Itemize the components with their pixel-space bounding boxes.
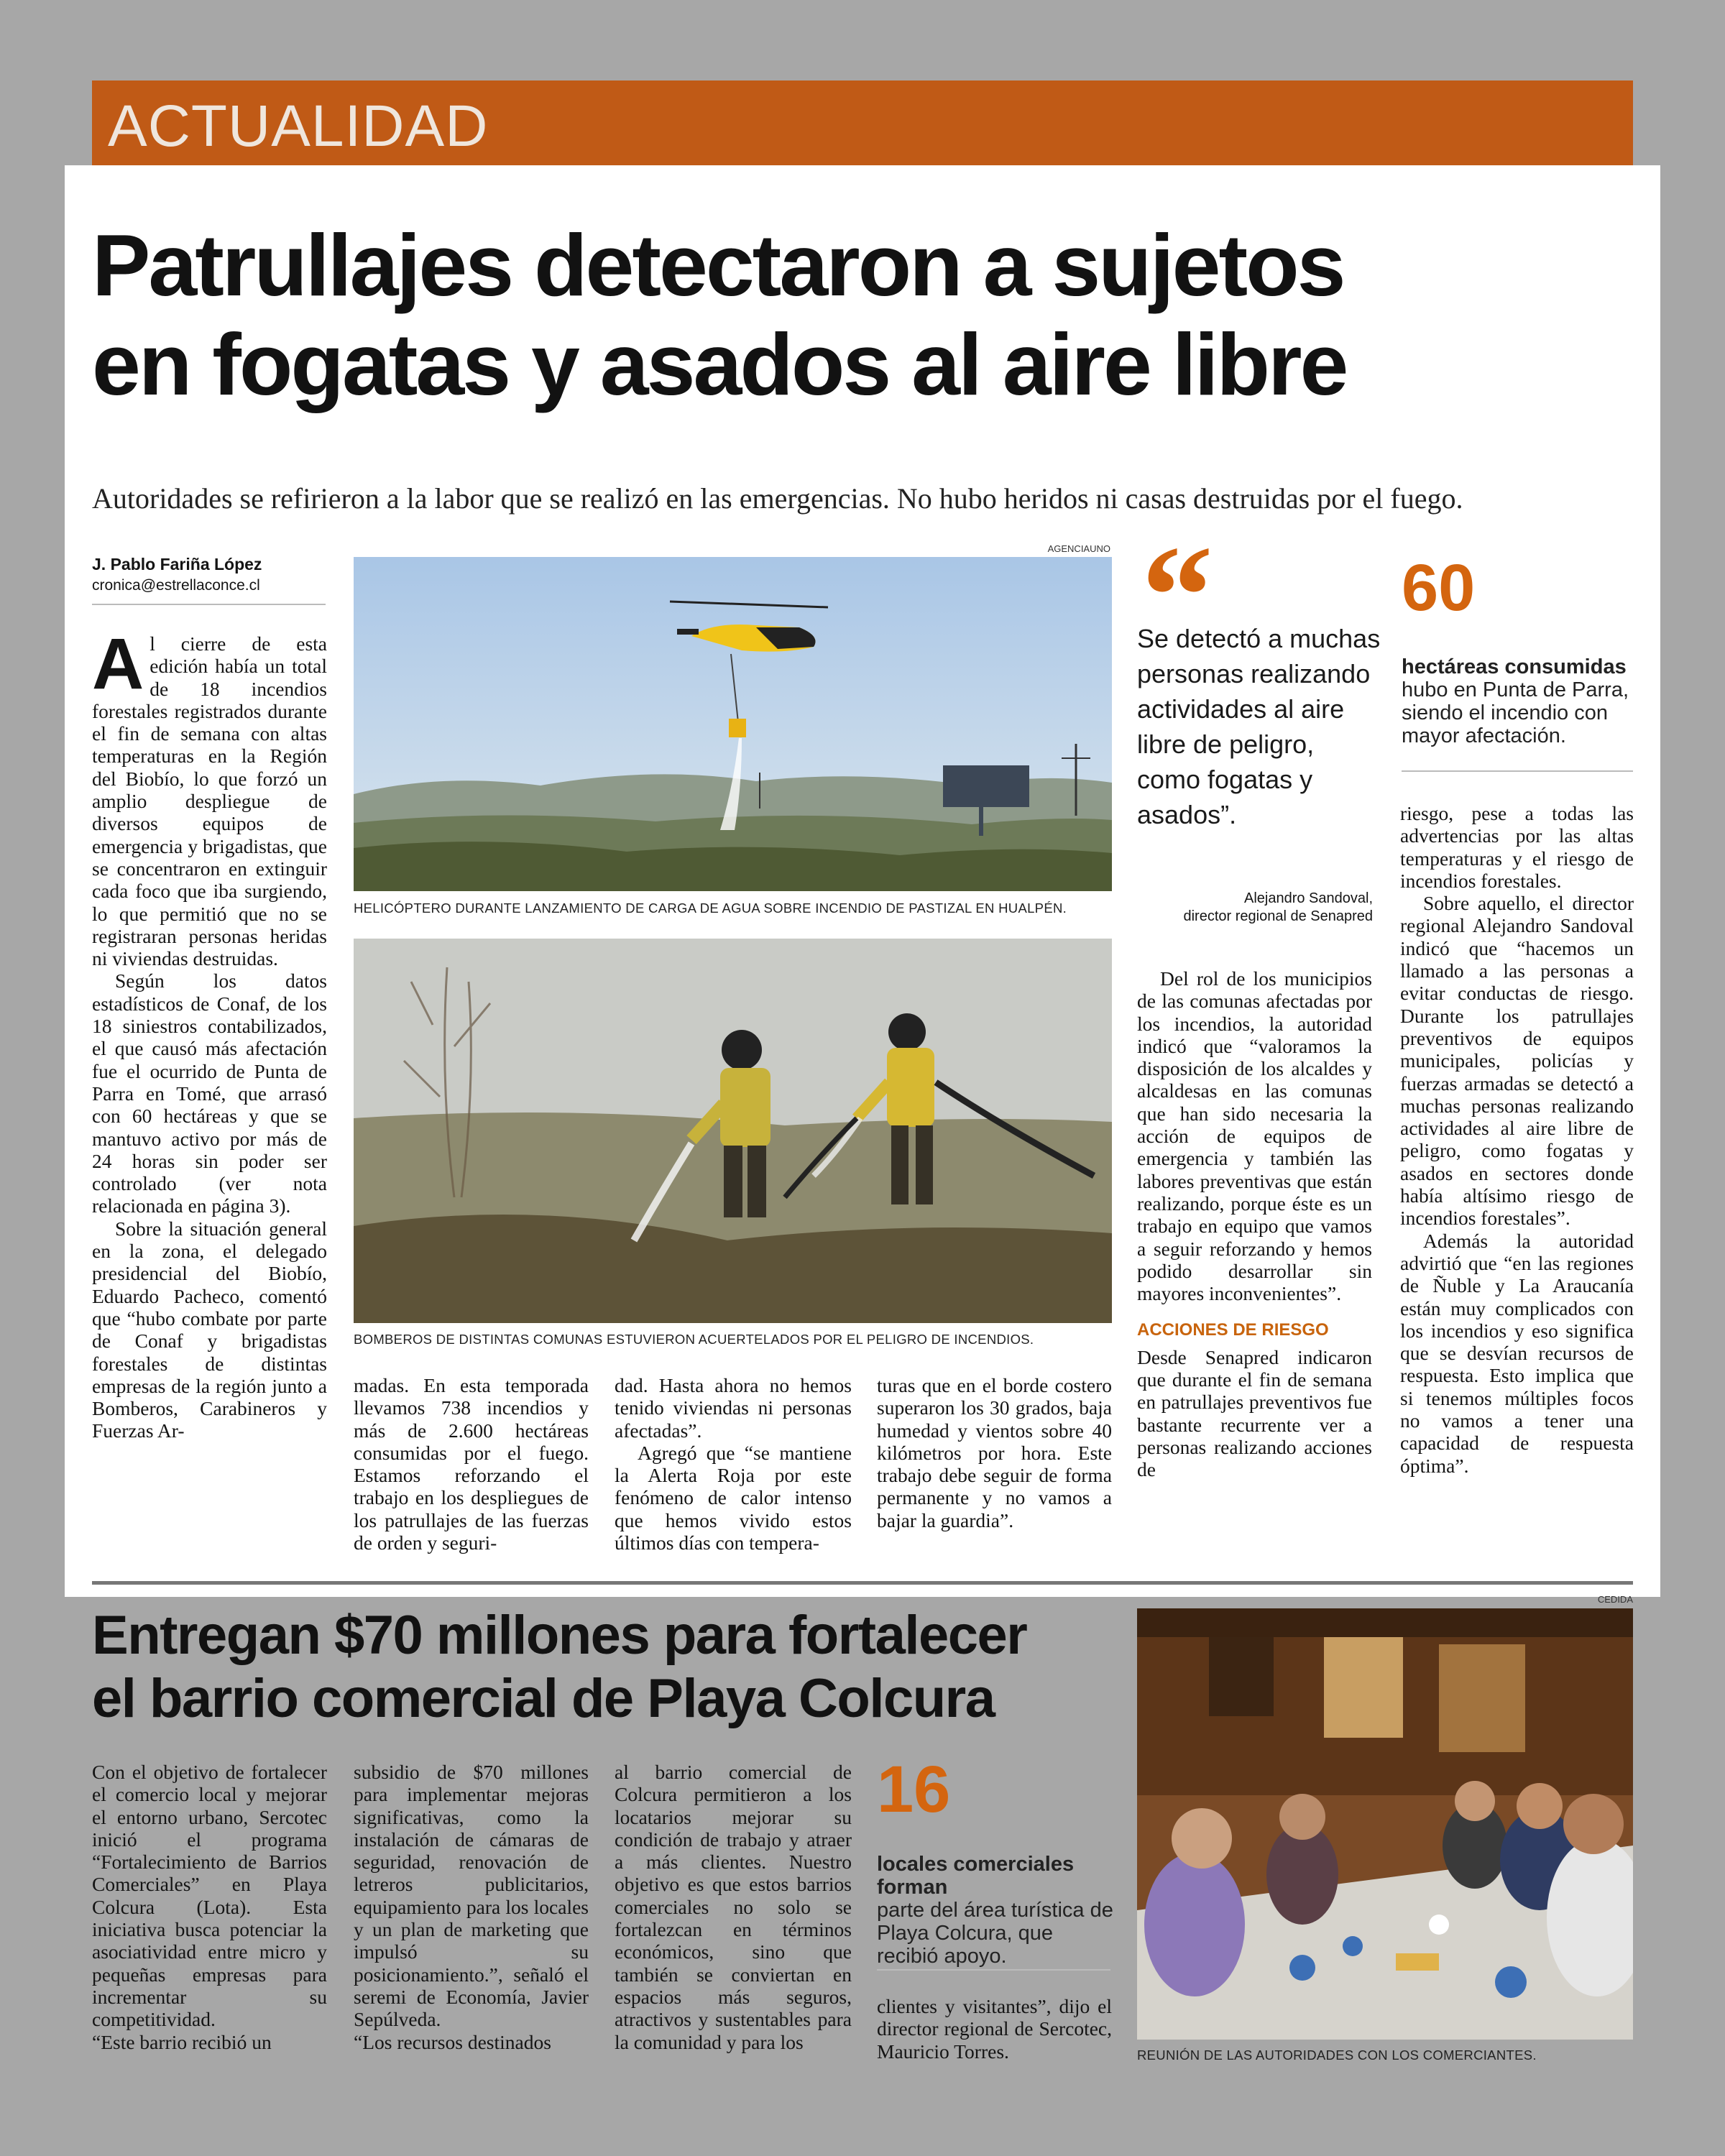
paragraph: “Este barrio recibió un: [92, 2030, 272, 2053]
article-column-6: [1400, 802, 1634, 1477]
article2-column-3: [615, 1761, 852, 2053]
stat-rest: parte del área turística de Playa Colcura, que recibió apoyo.: [877, 1899, 1113, 1968]
stat-bold: locales comerciales forman: [877, 1853, 1075, 1899]
byline-email: cronica@estrellaconce.cl: [92, 577, 260, 594]
divider: [877, 1969, 1110, 1971]
article-column-4: [877, 1374, 1112, 1531]
article2-headline-line-2: el barrio comercial de Playa Colcura: [92, 1668, 995, 1729]
pull-quote: Se detectó a muchas personas realizando actividades al aire libre de peligro, como fogatas y asados”.: [1137, 624, 1381, 829]
quote-author: Alejandro Sandoval,: [1243, 890, 1373, 906]
divider: [92, 604, 326, 605]
deck: Autoridades se refirieron a la labor que se realizó en las emergencias. No hubo heridos ni casas destruidas por el fuego.: [92, 482, 1463, 515]
paragraph: Del rol de los municipios de las comunas afectadas por los incendios, la autoridad indicó que “valoramos la disposición de los alcaldes y alcaldesas en las comunas que han sido necesaria la acción de equipos de emergencia y también las labores preventivas que están realizando, porque éste es un trabajo en equipo que vamos a seguir reforzando y hemos podido desarrollar sin mayores inconvenientes”.: [1137, 967, 1372, 1305]
quote-mark-icon: “: [1141, 517, 1213, 676]
photo-caption: REUNIÓN DE LAS AUTORIDADES CON LOS COMERCIANTES.: [1137, 2047, 1537, 2063]
article2-column-2: [354, 1761, 589, 2053]
paragraph: Según los datos estadísticos de Conaf, de los 18 siniestros contabilizados, el que causó más afectación fue el ocurrido de Punta de Parra en Tomé, que arrasó con 60 hectáreas y que se mantuvo activo por más de 24 horas sin poder ser controlado (ver nota relacionada en página 3).: [92, 969, 327, 1217]
paragraph: subsidio de $70 millones para implementar mejoras significativas, como la instalación de cámaras de seguridad, renovación de letreros publicitarios, equipamiento para los locales y un plan de marketing que impulsó su posicionamiento.”, señaló el seremi de Economía, Javier Sepúlveda.: [354, 1761, 589, 2031]
stat-description: [1402, 655, 1632, 747]
photo-credit: AGENCIAUNO: [1047, 543, 1110, 554]
paragraph: madas. En esta temporada llevamos 738 incendios y más de 2.600 hectáreas consumidas por el fuego. Estamos reforzando el trabajo en los despliegues de los patrullajes de las fuerzas de orden y seguri-: [354, 1374, 589, 1554]
photo-caption: HELICÓPTERO DURANTE LANZAMIENTO DE CARGA DE AGUA SOBRE INCENDIO DE PASTIZAL EN HUALPÉN.: [354, 900, 1067, 916]
photo-caption: BOMBEROS DE DISTINTAS COMUNAS ESTUVIERON ACUERTELADOS POR EL PELIGRO DE INCENDIOS.: [354, 1332, 1034, 1347]
subhead: ACCIONES DE RIESGO: [1137, 1320, 1329, 1340]
article-column-5: [1137, 967, 1372, 1481]
article-column-1: [92, 624, 327, 1442]
stat-number: 60: [1402, 551, 1476, 625]
paragraph: Sobre aquello, el director regional Alejandro Sandoval indicó que “hacemos un llamado a las personas a evitar conductas de riesgo. Durante los patrullajes preventivos de equipos municipales, policías y fuerzas armadas se detectó a muchas personas realizando actividades al aire libre de peligro, como fogatas y asados en sectores donde había altísimo riesgo de incendios forestales”.: [1400, 892, 1634, 1230]
paragraph: riesgo, pese a todas las advertencias por las altas temperaturas y el riesgo de incendios forestales.: [1400, 802, 1634, 892]
quote-role: director regional de Senapred: [1183, 908, 1373, 924]
divider: [1402, 770, 1633, 772]
firefighters-photo: [354, 939, 1112, 1323]
stat-rest: hubo en Punta de Parra, siendo el incendio con mayor afectación.: [1402, 678, 1629, 747]
article2-column-4: [877, 1995, 1112, 2063]
stat-bold: hectáreas consumidas: [1402, 655, 1627, 678]
paragraph: Agregó que “se mantiene la Alerta Roja por este fenómeno de calor intenso que hemos vivido estos últimos días con tempera-: [615, 1441, 852, 1554]
paragraph: al barrio comercial de Colcura permitieron a los locatarios mejorar su condición de trabajo y atraer a más clientes. Nuestro objetivo es que estos barrios comerciales no solo se fortalezcan en términos económicos, sino que también se conviertan en espacios más seguros, atractivos y sustentables para la comunidad y para los: [615, 1761, 852, 2053]
headline-line-2: en fogatas y asados al aire libre: [92, 315, 1347, 413]
meeting-photo-image: [1137, 1608, 1633, 2040]
stat-number: 16: [877, 1753, 951, 1826]
article-column-2: [354, 1374, 589, 1554]
helicopter-photo-image: [354, 557, 1112, 891]
article-divider: [92, 1581, 1633, 1585]
paragraph: Sobre la situación general en la zona, el delegado presidencial del Biobío, Eduardo Pacheco, comentó que “hubo combate por parte de Conaf y brigadistas forestales de distintas empresas de la región junto a Bomberos, Carabineros y Fuerzas Ar-: [92, 1217, 327, 1442]
paragraph: Desde Senapred indicaron que durante el fin de semana en patrullajes preventivos fue bastante recurrente ver a personas realizando acciones de: [1137, 1345, 1372, 1481]
byline: [92, 553, 329, 596]
paragraph: “Los recursos destinados: [354, 2030, 551, 2053]
meeting-photo: [1137, 1608, 1633, 2040]
headline: [92, 216, 1637, 414]
quote-attribution: [1078, 890, 1373, 926]
section-label: ACTUALIDAD: [108, 93, 489, 159]
paragraph: Con el objetivo de fortalecer el comercio local y mejorar el entorno urbano, Sercotec inició el programa “Fortalecimiento de Barrios Comerciales” en Playa Colcura (Lota). Esta iniciativa busca potenciar la asociatividad entre micro y pequeñas empresas para incrementar su competitividad.: [92, 1761, 327, 2031]
byline-author: J. Pablo Fariña López: [92, 555, 262, 573]
firefighters-photo-image: [354, 939, 1112, 1323]
paragraph: Además la autoridad advirtió que “en las regiones de Ñuble y La Araucanía están muy complicados con los incendios y eso significa que se desvían recursos de respuesta. Esto implica que si tenemos múltiples focos no vamos a tener una capacidad de respuesta óptima”.: [1400, 1229, 1634, 1477]
paragraph: l cierre de esta edición había un total de 18 incendios forestales registrados durante el fin de semana con altas temperaturas en la Región del Biobío, lo que forzó un amplio despliegue de diversos equipos de emergencia y brigadistas, que se concentraron en extinguir cada foco que iba surgiendo, lo que permitió que no se registraran personas heridas ni viviendas destruidas.: [92, 632, 327, 970]
paragraph: dad. Hasta ahora no hemos tenido viviendas ni personas afectadas”.: [615, 1374, 852, 1442]
drop-cap: A: [92, 624, 144, 704]
article2-headline-line-1: Entregan $70 millones para fortalecer: [92, 1605, 1027, 1666]
helicopter-photo: [354, 557, 1112, 891]
paragraph: clientes y visitantes”, dijo el director regional de Sercotec, Mauricio Torres.: [877, 1995, 1112, 2063]
article-column-3: [615, 1374, 852, 1554]
article2-column-1: [92, 1761, 327, 2053]
article2-headline: [92, 1604, 1134, 1731]
photo-credit: CEDIDA: [1597, 1594, 1633, 1605]
stat-description: [877, 1853, 1114, 1968]
headline-line-1: Patrullajes detectaron a sujetos: [92, 216, 1344, 314]
paragraph: turas que en el borde costero superaron los 30 grados, baja humedad y vientos sobre 40 kilómetros por hora. Este trabajo debe seguir de forma permanente y no vamos a bajar la guardia”.: [877, 1374, 1112, 1531]
